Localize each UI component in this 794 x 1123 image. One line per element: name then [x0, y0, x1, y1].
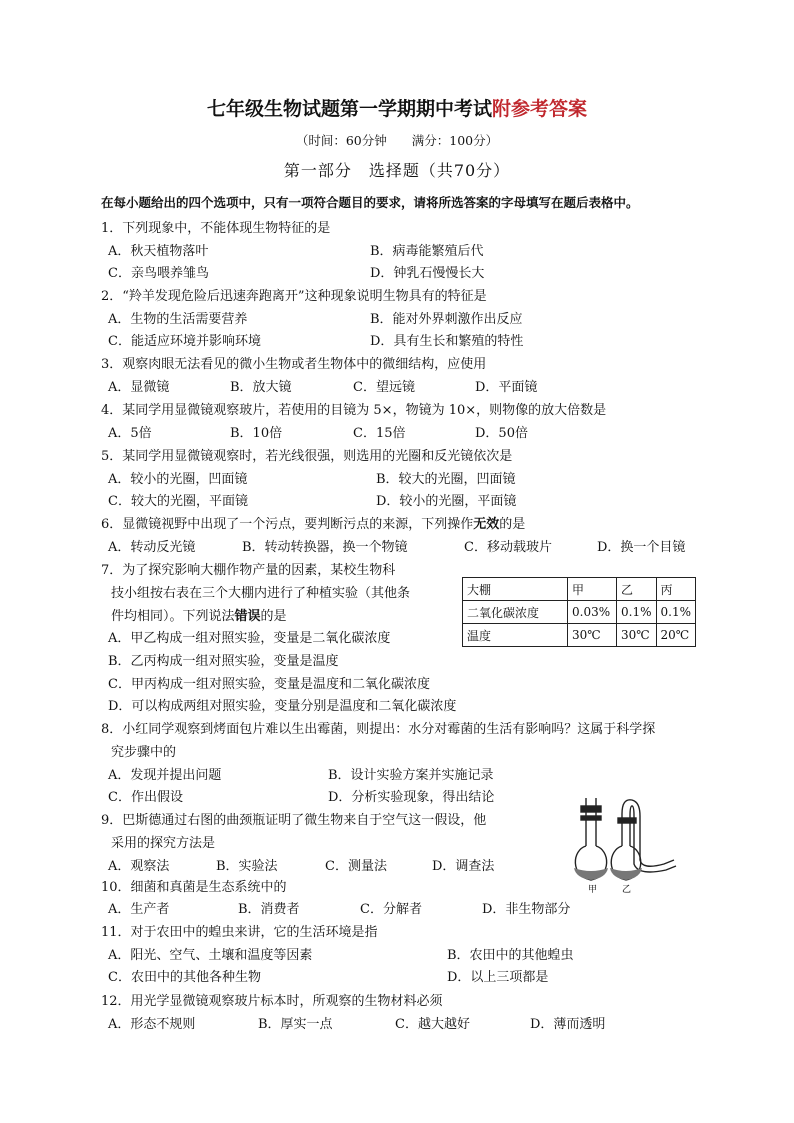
flask-yi [610, 800, 676, 880]
table-row [463, 601, 696, 624]
q8-stem-line2: 究步骤中的 [111, 745, 177, 760]
q9-option-b: B．实验法 [216, 859, 278, 874]
table-cell: 二氧化碳浓度 [463, 601, 568, 624]
q11-option-a: A．阳光、空气、土壤和温度等因素 [108, 948, 313, 963]
table-cell: 20℃ [656, 624, 696, 647]
q10-option-a: A．生产者 [108, 902, 170, 917]
q3-option-d: D．平面镜 [475, 380, 538, 395]
q2-option-b: B．能对外界刺激作出反应 [370, 312, 523, 327]
q8-option-b: B．设计实验方案并实施记录 [328, 768, 494, 783]
table-cell: 大棚 [463, 578, 568, 601]
q1-stem: 1．下列现象中，不能体现生物特征的是 [101, 221, 331, 236]
q5-option-a: A．较小的光圈，凹面镜 [108, 472, 248, 487]
page-title [0, 94, 794, 121]
table-cell: 甲 [568, 578, 617, 601]
q1-option-d: D．钟乳石慢慢长大 [370, 266, 485, 281]
swan-neck-flask-figure [568, 794, 688, 894]
q12-option-d: D．薄而透明 [530, 1017, 606, 1032]
table-row [463, 578, 696, 601]
q4-option-d: D．50倍 [475, 426, 528, 441]
q7-table [462, 577, 696, 647]
table-cell: 温度 [463, 624, 568, 647]
q7-stem-text: 件均相同）。下列说法 [111, 609, 235, 624]
q10-option-d: D．非生物部分 [482, 902, 571, 917]
q7-stem-line1: 7．为了探究影响大棚作物产量的因素，某校生物科 [101, 563, 396, 578]
q5-option-b: B．较大的光圈，凹面镜 [376, 472, 516, 487]
q5-option-c: C．较大的光圈，平面镜 [108, 494, 248, 509]
q7-option-b: B．乙丙构成一组对照实验，变量是温度 [108, 654, 339, 669]
q9-stem-line1: 9．巴斯德通过右图的曲颈瓶证明了微生物来自于空气这一假设，他 [101, 813, 487, 828]
q1-option-b: B．病毒能繁殖后代 [370, 244, 484, 259]
table-cell: 30℃ [617, 624, 657, 647]
q8-option-d: D．分析实验现象，得出结论 [328, 790, 495, 805]
q1-option-a: A．秋天植物落叶 [108, 244, 209, 259]
table-row [463, 624, 696, 647]
title-answer-note: 附参考答案 [492, 98, 588, 120]
q6-option-a: A．转动反光镜 [108, 540, 196, 555]
q3-stem: 3．观察肉眼无法看见的微小生物或者生物体中的微细结构，应使用 [101, 357, 487, 372]
q8-stem-line1: 8．小红同学观察到烤面包片难以生出霉菌，则提出：水分对霉菌的生活有影响吗？这属于科学探 [101, 722, 656, 737]
q7-stem-emphasis: 错误 [234, 609, 261, 624]
exam-time-score: （时间：60分钟 满分：100分） [295, 133, 499, 148]
q12-stem: 12．用光学显微镜观察玻片标本时，所观察的生物材料必须 [101, 994, 443, 1009]
q8-option-a: A．发现并提出问题 [108, 768, 222, 783]
q6-stem-text: 6．显微镜视野中出现了一个污点，要判断污点的来源，下列操作 [101, 517, 474, 532]
q10-option-c: C．分解者 [360, 902, 422, 917]
q6-stem-end: 的是 [499, 517, 526, 532]
flask-label-yi: 乙 [622, 885, 632, 894]
table-cell: 0.03% [568, 601, 617, 624]
q5-stem: 5．某同学用显微镜观察时，若光线很强，则选用的光圈和反光镜依次是 [101, 449, 513, 464]
q4-option-a: A．5倍 [108, 426, 152, 441]
table-cell: 30℃ [568, 624, 617, 647]
q12-option-a: A．形态不规则 [108, 1017, 196, 1032]
flask-label-jia: 甲 [588, 885, 598, 894]
q11-option-c: C．农田中的其他各种生物 [108, 970, 261, 985]
q7-option-d: D．可以构成两组对照实验，变量分别是温度和二氧化碳浓度 [108, 699, 457, 714]
instruction: 在每小题给出的四个选项中，只有一项符合题目的要求，请将所选答案的字母填写在题后表格中。 [101, 195, 639, 210]
q6-stem [101, 513, 525, 532]
q10-option-b: B．消费者 [238, 902, 300, 917]
q7-stem-end: 的是 [260, 609, 287, 624]
q7-stem-line2: 技小组按右表在三个大棚内进行了种植实验（其他条 [111, 586, 411, 601]
q9-option-d: D．调查法 [432, 859, 495, 874]
q3-option-b: B．放大镜 [230, 380, 292, 395]
q12-option-c: C．越大越好 [395, 1017, 470, 1032]
q2-option-c: C．能适应环境并影响环境 [108, 334, 261, 349]
q2-stem: 2．“羚羊发现危险后迅速奔跑离开”这种现象说明生物具有的特征是 [101, 289, 487, 304]
q11-stem: 11．对于农田中的蝗虫来讲，它的生活环境是指 [101, 925, 378, 940]
q9-option-a: A．观察法 [108, 859, 170, 874]
q4-option-c: C．15倍 [353, 426, 406, 441]
flask-jia [574, 798, 608, 880]
q8-option-c: C．作出假设 [108, 790, 183, 805]
table-cell: 0.1% [656, 601, 696, 624]
q9-option-c: C．测量法 [325, 859, 387, 874]
q3-option-a: A．显微镜 [108, 380, 170, 395]
q7-stem-line3 [111, 605, 287, 624]
q6-option-d: D．换一个目镜 [597, 540, 686, 555]
q12-option-b: B．厚实一点 [258, 1017, 333, 1032]
q4-stem: 4．某同学用显微镜观察玻片，若使用的目镜为 5×，物镜为 10×，则物像的放大倍数是 [101, 403, 607, 418]
q1-option-c: C．亲鸟喂养雏鸟 [108, 266, 209, 281]
q10-stem: 10．细菌和真菌是生态系统中的 [101, 880, 287, 895]
q2-option-d: D．具有生长和繁殖的特性 [370, 334, 524, 349]
table-cell: 乙 [617, 578, 657, 601]
q11-option-d: D．以上三项都是 [447, 970, 549, 985]
q3-option-c: C．望远镜 [353, 380, 415, 395]
q5-option-d: D．较小的光圈，平面镜 [376, 494, 517, 509]
q9-stem-line2: 采用的探究方法是 [111, 836, 216, 851]
q6-stem-emphasis: 无效 [473, 517, 500, 532]
q11-option-b: B．农田中的其他蝗虫 [447, 948, 574, 963]
part-heading: 第一部分 选择题（共70分） [283, 161, 511, 180]
q7-option-a: A．甲乙构成一组对照实验，变量是二氧化碳浓度 [108, 631, 391, 646]
table-cell: 丙 [656, 578, 696, 601]
title-main: 七年级生物试题第一学期期中考试 [206, 98, 492, 120]
q2-option-a: A．生物的生活需要营养 [108, 312, 248, 327]
q6-option-b: B．转动转换器，换一个物镜 [242, 540, 408, 555]
q4-option-b: B．10倍 [230, 426, 283, 441]
q6-option-c: C．移动载玻片 [464, 540, 552, 555]
q7-option-c: C．甲丙构成一组对照实验，变量是温度和二氧化碳浓度 [108, 677, 430, 692]
table-cell: 0.1% [617, 601, 657, 624]
